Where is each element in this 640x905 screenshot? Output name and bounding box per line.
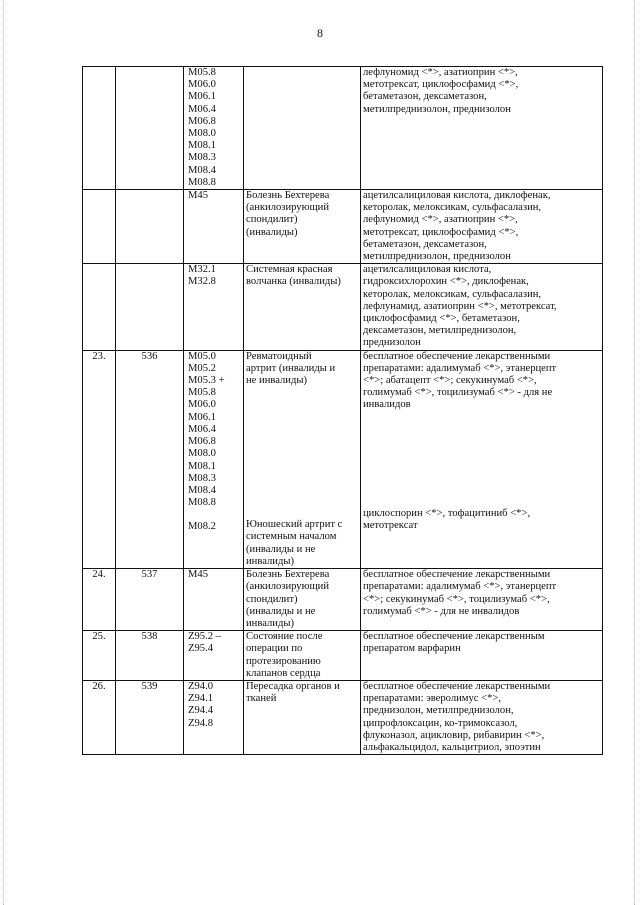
- icd-code: M05.8: [188, 387, 216, 399]
- treatment-line: инвалидов: [363, 399, 411, 411]
- icd-code: M08.3: [188, 472, 216, 484]
- treatment-line: препаратами: адалимумаб <*>, этанерцепт: [363, 581, 557, 593]
- disease-line: Пересадка органов и: [246, 680, 340, 692]
- treatment-line: кеторолак, мелоксикам, сульфасалазин,: [363, 288, 542, 300]
- treatment-line: преднизолон: [363, 337, 421, 349]
- icd-code: M08.0: [188, 448, 216, 460]
- page-number: 8: [317, 26, 323, 40]
- treatment-line: флуконазол, ацикловир, рибавирин <*>,: [363, 729, 545, 741]
- icd-codes-cell: [184, 264, 244, 350]
- row-number-cell: [83, 67, 116, 190]
- row-number-cell: 23.: [83, 350, 116, 568]
- icd-codes-cell: [184, 631, 244, 681]
- icd-codes-cell: [184, 569, 244, 631]
- row-number-cell: 24.: [83, 569, 116, 631]
- disease-line: тканей: [246, 693, 277, 705]
- icd-codes-cell: [184, 190, 244, 264]
- icd-codes-cell: [184, 350, 244, 568]
- spacer: [246, 387, 358, 399]
- disease-line: Юношеский артрит с: [246, 519, 343, 531]
- spacer: [188, 509, 241, 521]
- disease-line: операции по: [246, 643, 303, 655]
- icd-codes-cell: [184, 680, 244, 754]
- treatment-line: циклоспорин <*>, тофацитиниб <*>,: [363, 507, 531, 519]
- disease-line: волчанка (инвалиды): [246, 276, 341, 288]
- treatment-cell: [361, 350, 603, 568]
- table-row: [83, 631, 603, 681]
- model-number-cell: 538: [116, 631, 184, 681]
- disease-line: инвалиды): [246, 617, 294, 629]
- icd-code: M08.4: [188, 164, 216, 176]
- icd-code: M06.0: [188, 399, 216, 411]
- icd-code: M08.0: [188, 128, 216, 140]
- row-number-cell: 25.: [83, 631, 116, 681]
- spacer: [363, 436, 600, 448]
- disease-line: системным началом: [246, 531, 337, 543]
- disease-line: спондилит): [246, 214, 298, 226]
- spacer: [363, 472, 600, 484]
- treatment-line: бесплатное обеспечение лекарственным: [363, 631, 545, 643]
- spacer: [246, 411, 358, 423]
- disease-line: (инвалиды и не: [246, 605, 316, 617]
- treatment-line: дексаметазон, метилпреднизолон,: [363, 325, 517, 337]
- disease-line: (анкилозирующий: [246, 202, 330, 214]
- medication-table: [82, 66, 603, 755]
- spacer: [246, 435, 358, 447]
- icd-code: M08.3: [188, 152, 216, 164]
- scan-edge-left: [3, 0, 5, 905]
- spacer: [363, 484, 600, 496]
- treatment-cell: [361, 680, 603, 754]
- icd-code: M05.8: [188, 67, 216, 78]
- model-number-cell: 539: [116, 680, 184, 754]
- icd-code: Z94.1: [188, 693, 214, 705]
- treatment-cell: [361, 569, 603, 631]
- spacer: [246, 483, 358, 495]
- model-number-cell: [116, 190, 184, 264]
- icd-code: M06.1: [188, 411, 216, 423]
- model-number-cell: 537: [116, 569, 184, 631]
- model-number-cell: 536: [116, 350, 184, 568]
- table-row: [83, 264, 603, 350]
- disease-line: не инвалиды): [246, 375, 308, 387]
- treatment-line: бесплатное обеспечение лекарственными: [363, 680, 551, 692]
- icd-code: M08.4: [188, 484, 216, 496]
- disease-line: Ревматоидный: [246, 350, 312, 362]
- icd-code: M05.2: [188, 362, 216, 374]
- table-row: [83, 350, 603, 568]
- treatment-line: препаратами: адалимумаб <*>, этанерцепт: [363, 362, 557, 374]
- icd-code: M32.8: [188, 276, 216, 288]
- spacer: [246, 447, 358, 459]
- treatment-line: препаратами: эверолимус <*>,: [363, 693, 502, 705]
- row-number-cell: 26.: [83, 680, 116, 754]
- scan-edge-right: [634, 0, 636, 905]
- treatment-line: <*>; абатацепт <*>; секукинумаб <*>,: [363, 375, 537, 387]
- treatment-cell: [361, 67, 603, 190]
- disease-cell: [244, 67, 361, 190]
- disease-line: Болезнь Бехтерева: [246, 569, 330, 581]
- treatment-line: <*>; секукинумаб <*>, тоцилизумаб <*>,: [363, 593, 550, 605]
- disease-line: спондилит): [246, 593, 298, 605]
- table-row: [83, 190, 603, 264]
- treatment-line: преднизолон, метилпреднизолон,: [363, 705, 514, 717]
- spacer: [363, 496, 600, 508]
- icd-code: Z95.4: [188, 643, 214, 655]
- treatment-line: кеторолак, мелоксикам, сульфасалазин,: [363, 202, 542, 214]
- spacer: [246, 495, 358, 507]
- treatment-line: лефлуномид <*>, азатиоприн <*>,: [363, 67, 518, 78]
- disease-cell: [244, 680, 361, 754]
- icd-code: M06.4: [188, 103, 216, 115]
- icd-code: M06.4: [188, 423, 216, 435]
- treatment-line: альфакальцидол, кальцитриол, эпоэтин: [363, 741, 541, 753]
- icd-code: M45: [188, 190, 209, 202]
- disease-line: Системная красная: [246, 264, 333, 276]
- treatment-line: метилпреднизолон, преднизолон: [363, 251, 511, 263]
- spacer: [246, 459, 358, 471]
- treatment-line: метилпреднизолон, преднизолон: [363, 103, 511, 115]
- treatment-line: лефлуномид <*>, азатиоприн <*>,: [363, 214, 518, 226]
- icd-code: M08.1: [188, 140, 216, 152]
- disease-cell: [244, 350, 361, 568]
- treatment-line: бесплатное обеспечение лекарственными: [363, 350, 551, 362]
- disease-cell: [244, 190, 361, 264]
- icd-codes-cell: [184, 67, 244, 190]
- treatment-line: голимумаб <*> - для не инвалидов: [363, 605, 520, 617]
- model-number-cell: [116, 67, 184, 190]
- disease-line: инвалиды): [246, 555, 294, 567]
- icd-code: Z94.4: [188, 705, 214, 717]
- icd-code: M06.8: [188, 436, 216, 448]
- disease-line: (анкилозирующий: [246, 581, 330, 593]
- treatment-line: бетаметазон, дексаметазон,: [363, 238, 487, 250]
- icd-code: M06.8: [188, 115, 216, 127]
- icd-code: M08.1: [188, 460, 216, 472]
- treatment-line: метотрексат, циклофосфамид <*>,: [363, 79, 519, 91]
- icd-code: M06.1: [188, 91, 216, 103]
- disease-line: (инвалиды): [246, 226, 298, 238]
- treatment-line: бесплатное обеспечение лекарственными: [363, 569, 551, 581]
- row-number-cell: [83, 264, 116, 350]
- treatment-cell: [361, 631, 603, 681]
- icd-code: M08.8: [188, 176, 216, 188]
- icd-code: M32.1: [188, 264, 216, 276]
- treatment-line: циклофосфамид <*>, бетаметазон,: [363, 313, 520, 325]
- medication-table-body: [83, 67, 603, 755]
- icd-code: M05.0: [188, 350, 216, 362]
- disease-line: Состояние после: [246, 631, 323, 643]
- model-number-cell: [116, 264, 184, 350]
- spacer: [363, 412, 600, 424]
- spacer: [246, 471, 358, 483]
- treatment-line: голимумаб <*>, тоцилизумаб <*> - для не: [363, 387, 553, 399]
- disease-line: артрит (инвалиды и: [246, 362, 336, 374]
- treatment-line: ципрофлоксацин, ко-тримоксазол,: [363, 717, 518, 729]
- spacer: [363, 460, 600, 472]
- icd-code: M05.3 +: [188, 375, 225, 387]
- icd-code: Z94.8: [188, 717, 214, 729]
- icd-code: M06.0: [188, 79, 216, 91]
- disease-cell: [244, 631, 361, 681]
- spacer: [246, 423, 358, 435]
- spacer: [246, 507, 358, 519]
- table-row: [83, 680, 603, 754]
- treatment-line: ацетилсалициловая кислота,: [363, 264, 492, 276]
- treatment-cell: [361, 264, 603, 350]
- disease-cell: [244, 569, 361, 631]
- treatment-line: гидроксихлорохин <*>, диклофенак,: [363, 276, 529, 288]
- row-number-cell: [83, 190, 116, 264]
- disease-line: Болезнь Бехтерева: [246, 190, 330, 202]
- disease-line: (инвалиды и не: [246, 543, 316, 555]
- treatment-line: лефлунамид, азатиоприн <*>, метотрексат,: [363, 300, 557, 312]
- icd-code: M45: [188, 569, 209, 581]
- treatment-line: ацетилсалициловая кислота, диклофенак,: [363, 190, 551, 202]
- spacer: [246, 399, 358, 411]
- icd-code: Z95.2 –: [188, 631, 221, 643]
- icd-code: Z94.0: [188, 680, 214, 692]
- disease-line: клапанов сердца: [246, 667, 321, 679]
- spacer: [363, 448, 600, 460]
- treatment-line: метотрексат: [363, 519, 418, 531]
- treatment-line: метотрексат, циклофосфамид <*>,: [363, 226, 519, 238]
- treatment-cell: [361, 190, 603, 264]
- spacer: [363, 424, 600, 436]
- table-row: [83, 67, 603, 190]
- icd-code: M08.8: [188, 497, 216, 509]
- disease-line: протезированию: [246, 655, 321, 667]
- table-row: [83, 569, 603, 631]
- treatment-line: бетаметазон, дексаметазон,: [363, 91, 487, 103]
- icd-code: M08.2: [188, 521, 216, 533]
- disease-cell: [244, 264, 361, 350]
- treatment-line: препаратом варфарин: [363, 643, 461, 655]
